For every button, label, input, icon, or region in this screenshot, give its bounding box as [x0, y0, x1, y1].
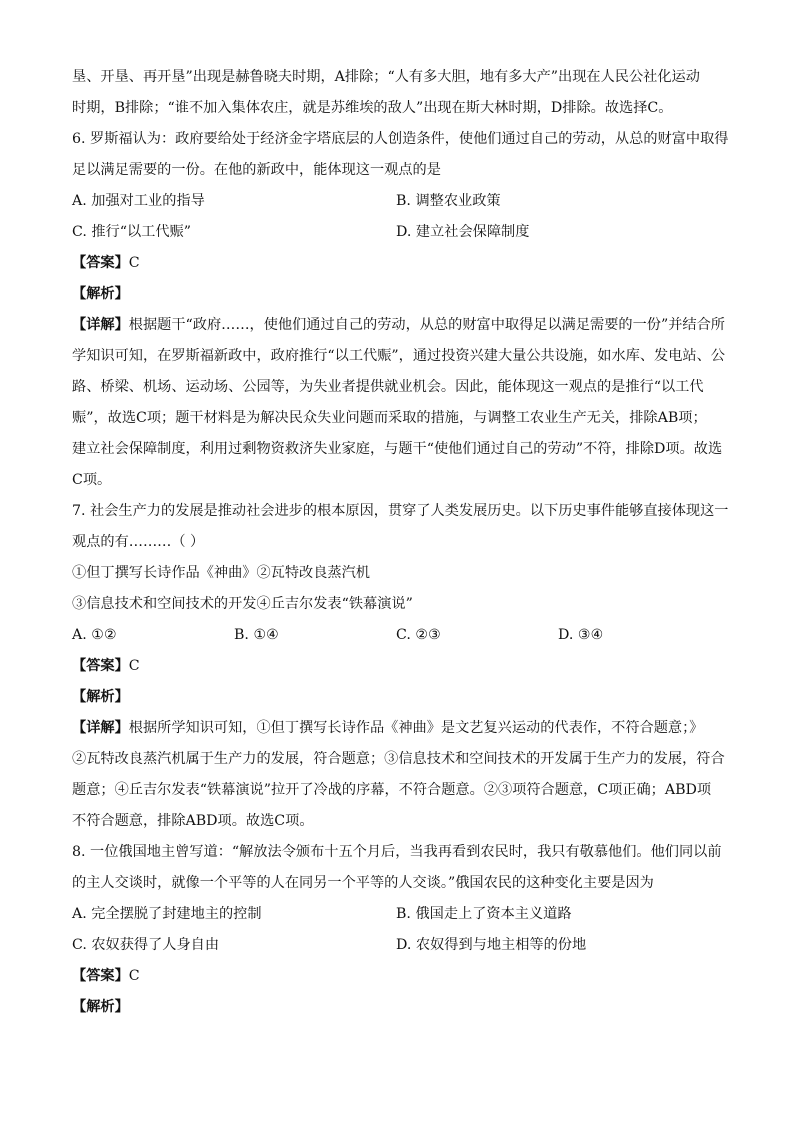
- option-b: B. 调整农业政策: [396, 193, 501, 209]
- question-8-stem: 8. 一位俄国地主曾写道：“解放法令颁布十五个月后，当我再看到农民时，我只有敬慕他们。他们同以前: [72, 844, 722, 860]
- question-7-options: [72, 620, 728, 651]
- question-7-stem: 7. 社会生产力的发展是推动社会进步的根本原因，贯穿了人类发展历史。以下历史事件能够直接体现这一: [72, 503, 729, 519]
- option-d: D. ③④: [558, 627, 604, 643]
- option-c: C. ②③: [396, 627, 441, 643]
- question-7-items: ③信息技术和空间技术的开发④丘吉尔发表“铁幕演说”: [72, 596, 413, 612]
- detail-text: 路、桥梁、机场、运动场、公园等，为失业者提供就业机会。因此，能体现这一观点的是推行“以工代: [72, 379, 704, 395]
- detail-text: 赈”，故选C项；题干材料是为解决民众失业问题而采取的措施，与调整工农业生产无关，排除AB项；: [72, 410, 707, 426]
- option-d: D. 农奴得到与地主相等的份地: [396, 937, 587, 953]
- detail-text: 学知识可知，在罗斯福新政中，政府推行“以工代赈”，通过投资兴建大量公共设施，如水库、发电站、公: [72, 348, 725, 364]
- detail-text: 建立社会保障制度，利用过剩物资救济失业家庭，与题干“使他们通过自己的劳动”不符，排除D项。故选: [72, 441, 723, 457]
- answer-line: [72, 961, 728, 992]
- option-a: A. ①②: [72, 627, 117, 643]
- detail-text: ②瓦特改良蒸汽机属于生产力的发展，符合题意；③信息技术和空间技术的开发属于生产力的发展，符合: [72, 751, 725, 767]
- detail-line: [72, 713, 728, 744]
- detail-text: C项。: [72, 472, 112, 488]
- answer-label: 【答案】: [72, 658, 129, 674]
- text-line: 时期，B排除；“谁不加入集体农庄，就是苏维埃的敌人”出现在斯大林时期，D排除。故选择C。: [72, 100, 673, 116]
- question-8-options: [72, 930, 728, 961]
- option-d: D. 建立社会保障制度: [396, 224, 530, 240]
- question-6-stem: 足以满足需要的一份。在他的新政中，能体现这一观点的是: [72, 162, 441, 178]
- question-6-options: [72, 186, 728, 217]
- detail-line: [72, 310, 728, 341]
- detail-text: 不符合题意，排除ABD项。故选C项。: [72, 813, 314, 829]
- answer-value: C: [128, 658, 140, 674]
- answer-line: [72, 248, 728, 279]
- answer-value: C: [128, 255, 140, 271]
- analysis-label: 【解析】: [72, 689, 129, 705]
- option-a: A. 完全摆脱了封建地主的控制: [72, 906, 262, 922]
- option-c: C. 推行“以工代赈”: [72, 224, 192, 240]
- detail-label: 【详解】: [72, 720, 129, 736]
- answer-value: C: [128, 968, 140, 984]
- analysis-label: 【解析】: [72, 999, 129, 1015]
- option-b: B. 俄国走上了资本主义道路: [396, 906, 572, 922]
- option-c: C. 农奴获得了人身自由: [72, 937, 220, 953]
- analysis-label: 【解析】: [72, 286, 129, 302]
- option-a: A. 加强对工业的指导: [72, 193, 205, 209]
- question-8-options: [72, 899, 728, 930]
- answer-label: 【答案】: [72, 255, 129, 271]
- text-line: 垦、开垦、再开垦”出现是赫鲁晓夫时期，A排除；“人有多大胆，地有多大产”出现在人民公社化运动: [72, 69, 700, 85]
- option-b: B. ①④: [234, 627, 279, 643]
- question-8-stem: 的主人交谈时，就像一个平等的人在同另一个平等的人交谈。”俄国农民的这种变化主要是因为: [72, 875, 654, 891]
- question-7-items: ①但丁撰写长诗作品《神曲》②瓦特改良蒸汽机: [72, 565, 370, 581]
- answer-line: [72, 651, 728, 682]
- question-7-stem: 观点的有………（ ）: [72, 534, 205, 550]
- question-6-options: [72, 217, 728, 248]
- answer-label: 【答案】: [72, 968, 129, 984]
- document-page: [72, 62, 728, 1023]
- question-6-stem: 6. 罗斯福认为：政府要给处于经济金字塔底层的人创造条件，使他们通过自己的劳动，从总的财富中取得: [72, 131, 729, 147]
- detail-text: 题意；④丘吉尔发表“铁幕演说”拉开了冷战的序幕，不符合题意。②③项符合题意，C项正确；ABD项: [72, 782, 712, 798]
- detail-text: 根据所学知识可知，①但丁撰写长诗作品《神曲》是文艺复兴运动的代表作，不符合题意；》: [128, 720, 704, 736]
- detail-text: 根据题干“政府……，使他们通过自己的劳动，从总的财富中取得足以满足需要的一份”并结合所: [128, 317, 725, 333]
- detail-label: 【详解】: [72, 317, 129, 333]
